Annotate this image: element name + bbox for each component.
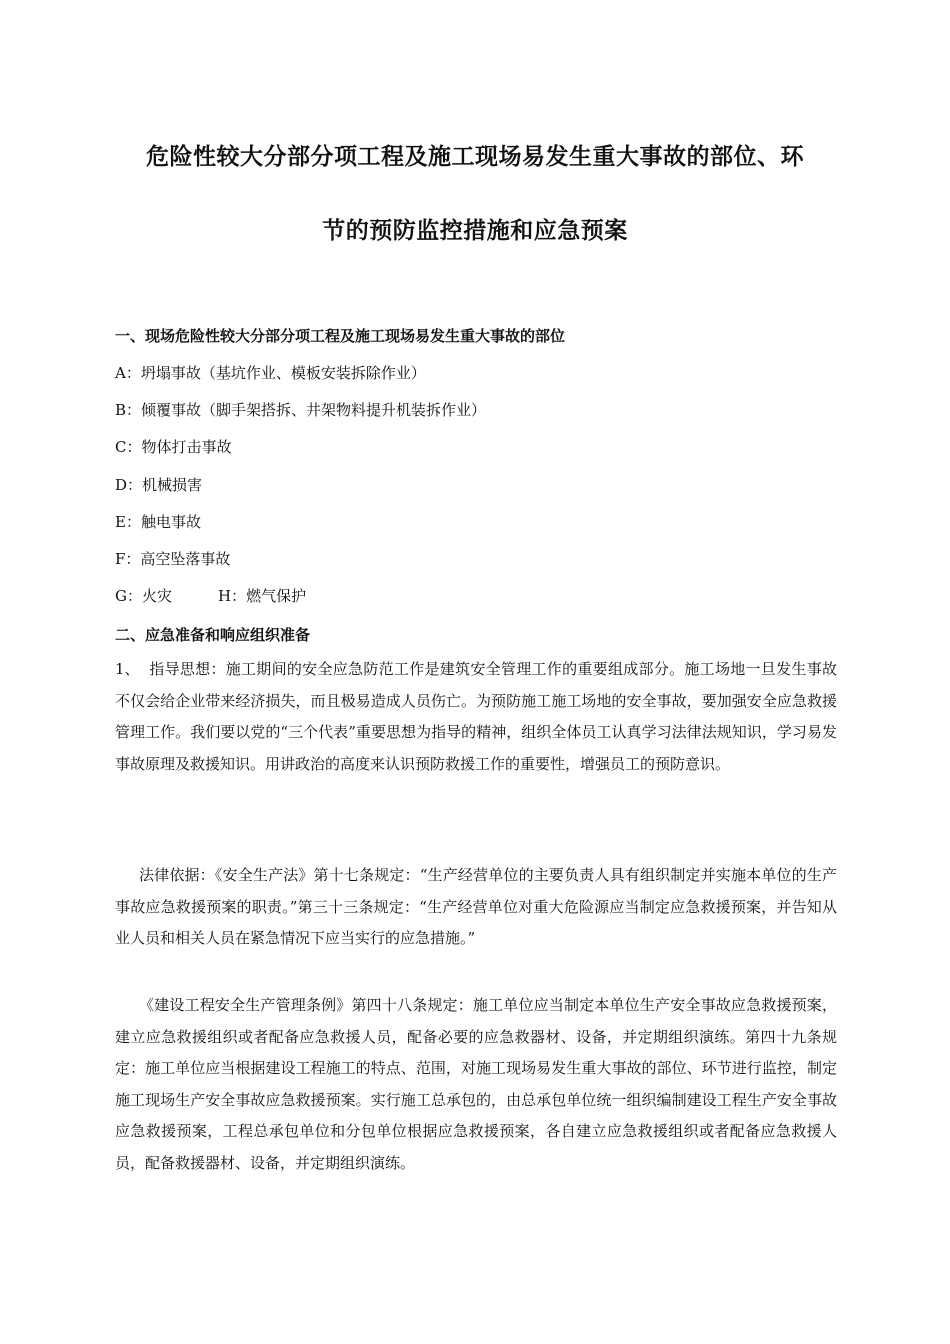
regulation-paragraph: 《建设工程安全生产管理条例》第四十八条规定：施工单位应当制定本单位生产安全事故应急救援预案，建立应急救援组织或者配备应急救援人员，配备必要的应急救器材、设备，并定期组织演练。第四十九条规定：施工单位应当根据建设工程施工的特点、范围，对施工现场易发生重大事故的部位、环节进行监控，制定施工现场生产安全事故应急救援预案。实行施工总承包的，由总承包单位统一组织编制建设工程生产安全事故应急救援预案，工程总承包单位和分包单位根据应急救援预案，各自建立应急救援组织或者配备应急救援人员，配备救援器材、设备，并定期组织演练。 [115, 996, 837, 1172]
hazard-item-d: D：机械损害 [115, 476, 203, 494]
paragraph-number: 1、 [115, 660, 140, 678]
hazard-item-f: F：高空坠落事故 [115, 550, 231, 568]
section-2-heading: 二、应急准备和响应组织准备 [115, 626, 311, 644]
hazard-item-b: B：倾覆事故（脚手架搭拆、井架物料提升机装拆作业） [115, 401, 487, 419]
hazard-item-a: A：坍塌事故（基坑作业、模板安装拆除作业） [115, 364, 426, 382]
legal-basis-paragraph: 法律依据：《安全生产法》第十七条规定：“生产经营单位的主要负责人具有组织制定并实施本单位的生产事故应急救援预案的职责。”第三十三条规定：“生产经营单位对重大危险源应当制定应急救援预案，并告知从业人员和相关人员在紧急情况下应当实行的应急措施。” [115, 866, 837, 947]
document-title-line-1: 危险性较大分部分项工程及施工现场易发生重大事故的部位、环 [146, 144, 804, 170]
hazard-item-e: E：触电事故 [115, 513, 201, 531]
hazard-item-g: G：火灾 [115, 587, 172, 605]
guiding-ideology-paragraph [115, 654, 837, 780]
document-title-line-2: 节的预防监控措施和应急预案 [322, 218, 628, 244]
hazard-item-h: H：燃气保护 [217, 587, 307, 605]
section-1-heading: 一、现场危险性较大分部分项工程及施工现场易发生重大事故的部位 [115, 327, 566, 345]
guiding-ideology-text: 指导思想：施工期间的安全应急防范工作是建筑安全管理工作的重要组成部分。施工场地一旦发生事故不仅会给企业带来经济损失，而且极易造成人员伤亡。为预防施工施工场地的安全事故，要加强安全应急救援管理工作。我们要以党的“三个代表”重要思想为指导的精神，组织全体员工认真学习法律法规知识，学习易发事故原理及救援知识。用讲政治的高度来认识预防救援工作的重要性，增强员工的预防意识。 [115, 660, 837, 773]
hazard-item-g-h [115, 585, 306, 606]
hazard-item-c: C：物体打击事故 [115, 438, 232, 456]
